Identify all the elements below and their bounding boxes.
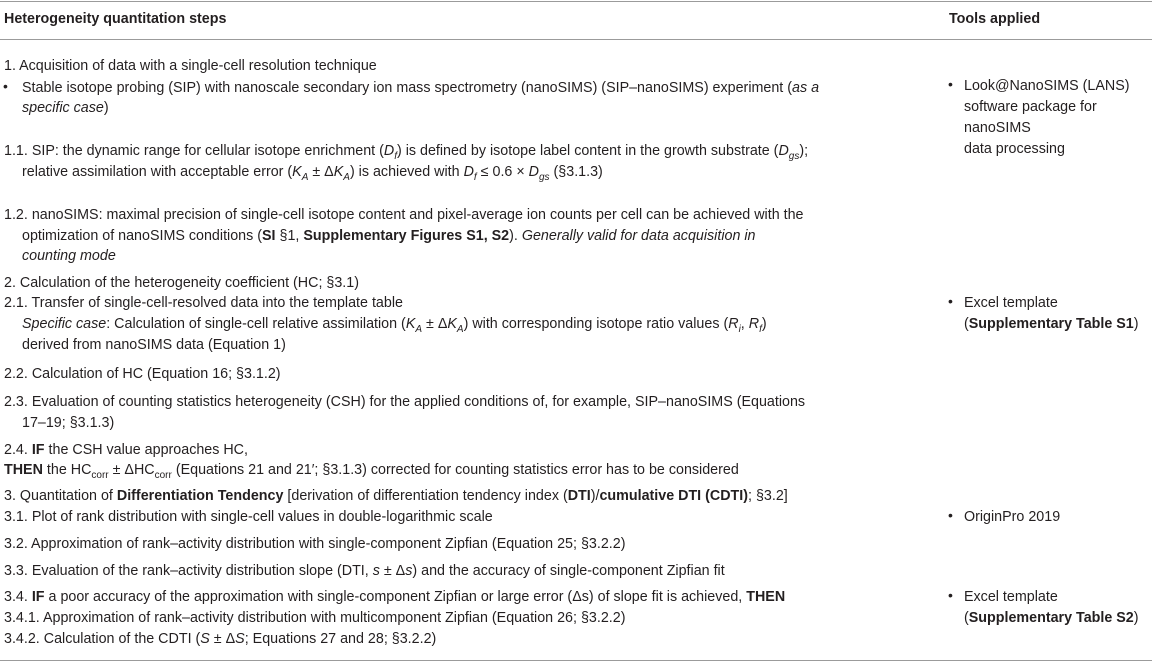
step-2-1-line3: derived from nanoSIMS data (Equation 1)	[22, 337, 286, 353]
step-2-1-line2: Specific case: Calculation of single-cell relative assimilation $(K_A \pm \Delta K_A)$ with corresponding isotope ratio values ($R_i$, $R_f$)	[22, 316, 767, 335]
step-2-4-line1: 2.4. IF the CSH value approaches HC,	[4, 442, 248, 458]
step-2-3-line1: 2.3. Evaluation of counting statistics heterogeneity (CSH) for the applied conditions of, for example, SIP–nanoSIMS (Equations	[4, 394, 806, 410]
step-3-title: 3. Quantitation of Differentiation Tendency [derivation of differentiation tendency index (DTI)/cumulative DTI (CDTI); §3.2]	[4, 488, 788, 504]
tool-excel-s2-line2: (Supplementary Table S2)	[964, 610, 1139, 626]
bullet-icon: •	[3, 78, 8, 94]
top-rule	[0, 1, 1152, 2]
tool-lans-line1: Look@NanoSIMS (LANS)	[964, 78, 1130, 94]
step-2-4-line2: THEN the $HC_{corr} \pm \Delta HC_{corr}$ (Equations 21 and 21′; §3.1.3) corrected for counting statistics error has to be considered	[4, 462, 739, 481]
header-rule	[0, 39, 1152, 40]
bullet-icon: •	[948, 76, 953, 92]
tool-lans-line2: software package for	[964, 99, 1097, 115]
tool-originpro: OriginPro 2019	[964, 509, 1061, 525]
tool-excel-s1-line2: (Supplementary Table S1)	[964, 316, 1139, 332]
step-1-2-line3: counting mode	[22, 248, 116, 264]
step-1-bullet-line1: Stable isotope probing (SIP) with nanoscale secondary ion mass spectrometry (nanoSIMS) (SIP–nanoSIMS) experiment (as a	[22, 80, 820, 96]
column-header-steps: Heterogeneity quantitation steps	[4, 11, 227, 27]
bullet-icon: •	[948, 507, 953, 523]
step-1-2-line2: optimization of nanoSIMS conditions (SI §1, Supplementary Figures S1, S2). Generally valid for data acquisition in	[22, 228, 756, 244]
bullet-icon: •	[948, 587, 953, 603]
bottom-rule	[0, 660, 1152, 661]
step-1-1-line2: relative assimilation with acceptable error $(K_A \pm \Delta K_A)$ is achieved with $D_f \le 0.6 \times D_{gs}$ (§3.1.3)	[22, 164, 603, 183]
step-3-3: 3.3. Evaluation of the rank–activity distribution slope (DTI, s ± Δs) and the accuracy of single-component Zipfian fit	[4, 563, 725, 579]
step-1-1-line1: 1.1. SIP: the dynamic range for cellular isotope enrichment $(D_f)$ is defined by isotope label content in the growth substrate $(D_{gs})$;	[4, 143, 809, 162]
tool-lans-line4: data processing	[964, 141, 1065, 157]
step-3-2: 3.2. Approximation of rank–activity distribution with single-component Zipfian (Equation 25; §3.2.2)	[4, 536, 626, 552]
bullet-icon: •	[948, 293, 953, 309]
step-1-bullet-line2: specific case)	[22, 100, 109, 116]
column-header-tools: Tools applied	[949, 11, 1041, 27]
step-2-title: 2. Calculation of the heterogeneity coefficient (HC; §3.1)	[4, 275, 359, 291]
tool-excel-s2-line1: Excel template	[964, 589, 1058, 605]
step-2-1-line1: 2.1. Transfer of single-cell-resolved data into the template table	[4, 295, 403, 311]
tool-excel-s1-line1: Excel template	[964, 295, 1058, 311]
step-1-title: 1. Acquisition of data with a single-cell resolution technique	[4, 58, 377, 74]
step-3-4-2: 3.4.2. Calculation of the CDTI (S ± ΔS; Equations 27 and 28; §3.2.2)	[4, 631, 437, 647]
tool-lans-line3: nanoSIMS	[964, 120, 1031, 136]
step-3-4-1: 3.4.1. Approximation of rank–activity distribution with multicomponent Zipfian (Equation 26; §3.2.2)	[4, 610, 626, 626]
step-1-2-line1: 1.2. nanoSIMS: maximal precision of single-cell isotope content and pixel-average ion counts per cell can be achieved with the	[4, 207, 804, 223]
step-2-2: 2.2. Calculation of HC (Equation 16; §3.1.2)	[4, 366, 281, 382]
step-2-3-line2: 17–19; §3.1.3)	[22, 415, 115, 431]
step-3-4: 3.4. IF a poor accuracy of the approximation with single-component Zipfian or large error (Δs) of slope fit is achieved, THEN	[4, 589, 786, 605]
step-3-1: 3.1. Plot of rank distribution with single-cell values in double-logarithmic scale	[4, 509, 493, 525]
